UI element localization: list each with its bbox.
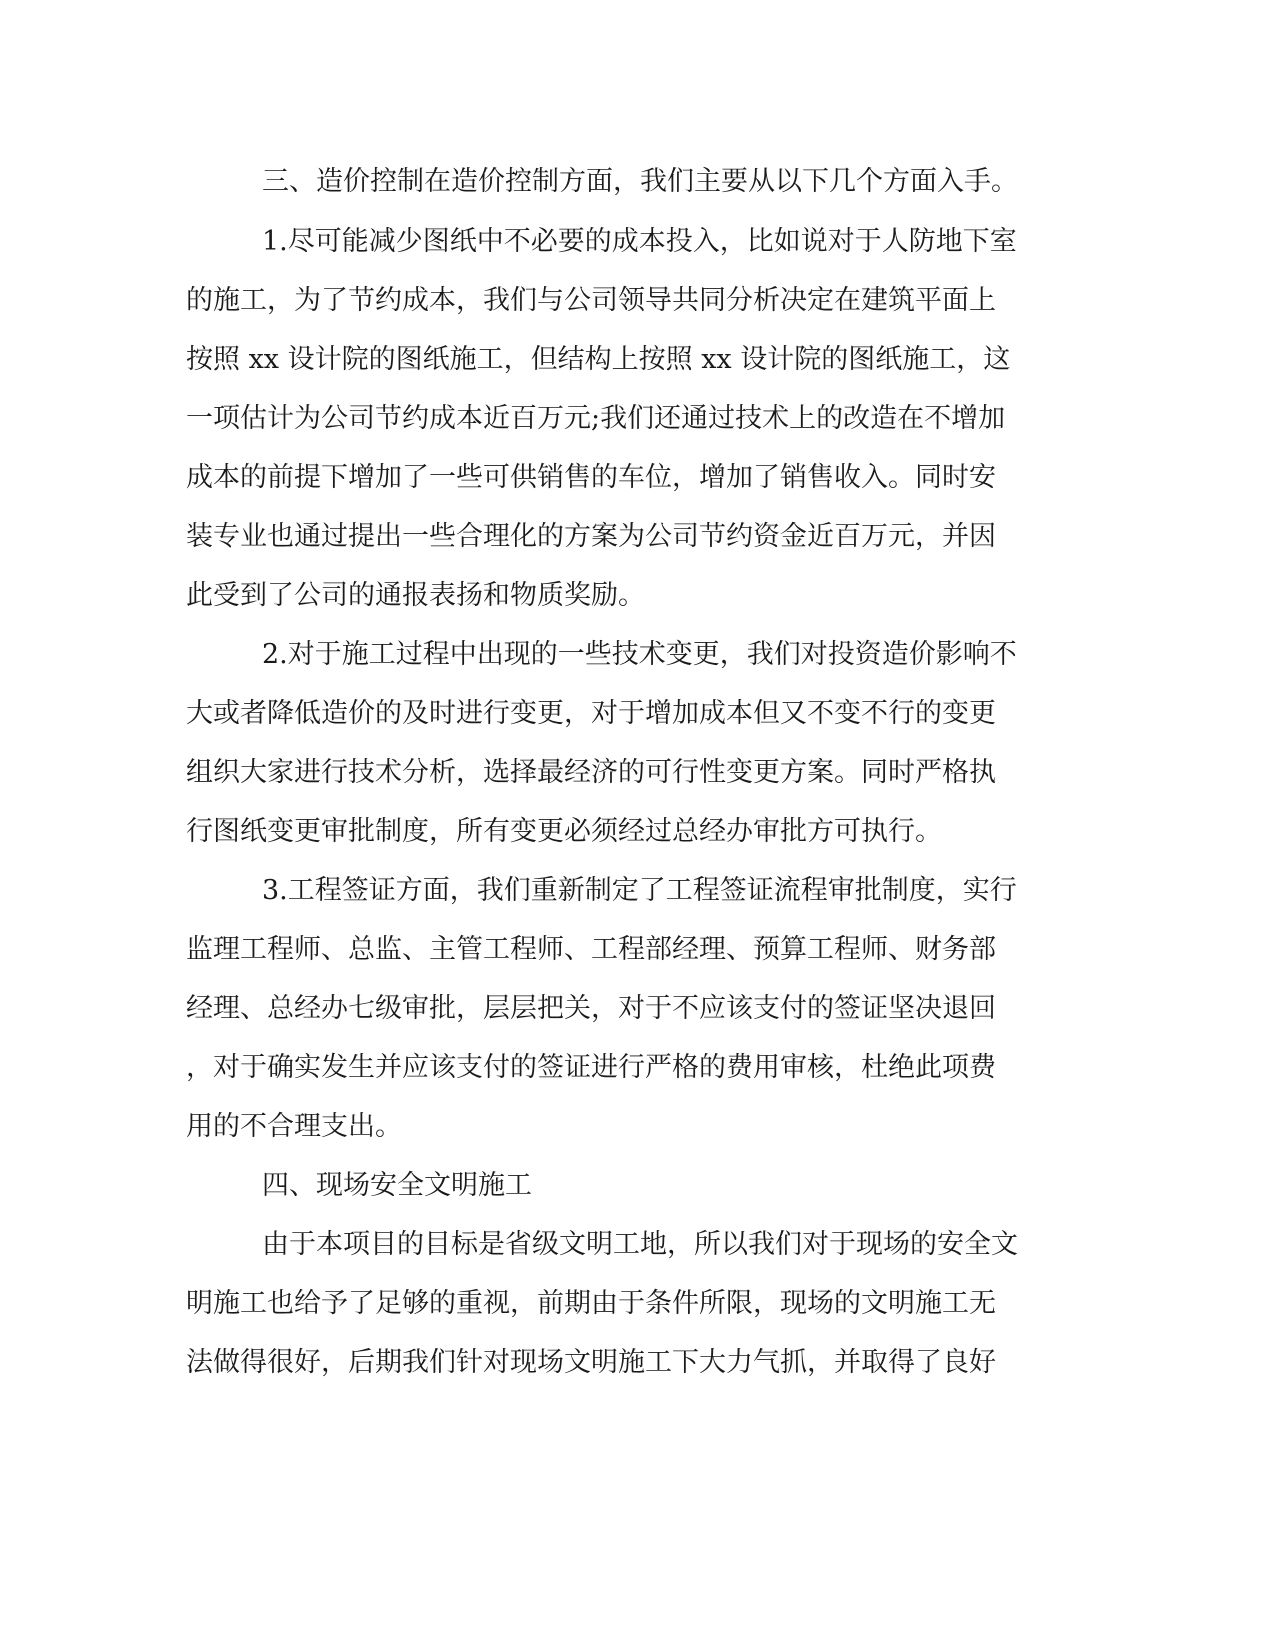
section-heading-cost-control: 三、造价控制在造价控制方面，我们主要从以下几个方面入手。 (262, 166, 1018, 197)
section-heading-site-safety: 四、现场安全文明施工 (262, 1170, 532, 1201)
paragraph-line: 2.对于施工过程中出现的一些技术变更，我们对投资造价影响不 (262, 639, 1017, 670)
paragraph-line: 按照 xx 设计院的图纸施工，但结构上按照 xx 设计院的图纸施工，这 (186, 344, 1011, 375)
paragraph-line: ，对于确实发生并应该支付的签证进行严格的费用审核，杜绝此项费 (186, 1052, 996, 1083)
paragraph-line: 组织大家进行技术分析，选择最经济的可行性变更方案。同时严格执 (186, 757, 996, 788)
paragraph-line: 明施工也给予了足够的重视，前期由于条件所限，现场的文明施工无 (186, 1288, 996, 1319)
paragraph-line: 大或者降低造价的及时进行变更，对于增加成本但又不变不行的变更 (186, 698, 996, 729)
paragraph-line: 1.尽可能减少图纸中不必要的成本投入，比如说对于人防地下室 (262, 226, 1017, 257)
paragraph-line: 3.工程签证方面，我们重新制定了工程签证流程审批制度，实行 (262, 875, 1017, 906)
paragraph-line: 装专业也通过提出一些合理化的方案为公司节约资金近百万元，并因 (186, 521, 996, 552)
paragraph-line: 经理、总经办七级审批，层层把关，对于不应该支付的签证坚决退回 (186, 993, 996, 1024)
paragraph-line: 的施工，为了节约成本，我们与公司领导共同分析决定在建筑平面上 (186, 285, 996, 316)
paragraph-line: 此受到了公司的通报表扬和物质奖励。 (186, 580, 645, 611)
paragraph-line: 由于本项目的目标是省级文明工地，所以我们对于现场的安全文 (262, 1229, 1018, 1260)
paragraph-line: 一项估计为公司节约成本近百万元;我们还通过技术上的改造在不增加 (186, 403, 1006, 434)
paragraph-line: 行图纸变更审批制度，所有变更必须经过总经办审批方可执行。 (186, 816, 942, 847)
paragraph-line: 用的不合理支出。 (186, 1111, 402, 1142)
paragraph-line: 监理工程师、总监、主管工程师、工程部经理、预算工程师、财务部 (186, 934, 996, 965)
paragraph-line: 成本的前提下增加了一些可供销售的车位，增加了销售收入。同时安 (186, 462, 996, 493)
paragraph-line: 法做得很好，后期我们针对现场文明施工下大力气抓，并取得了良好 (186, 1347, 996, 1378)
